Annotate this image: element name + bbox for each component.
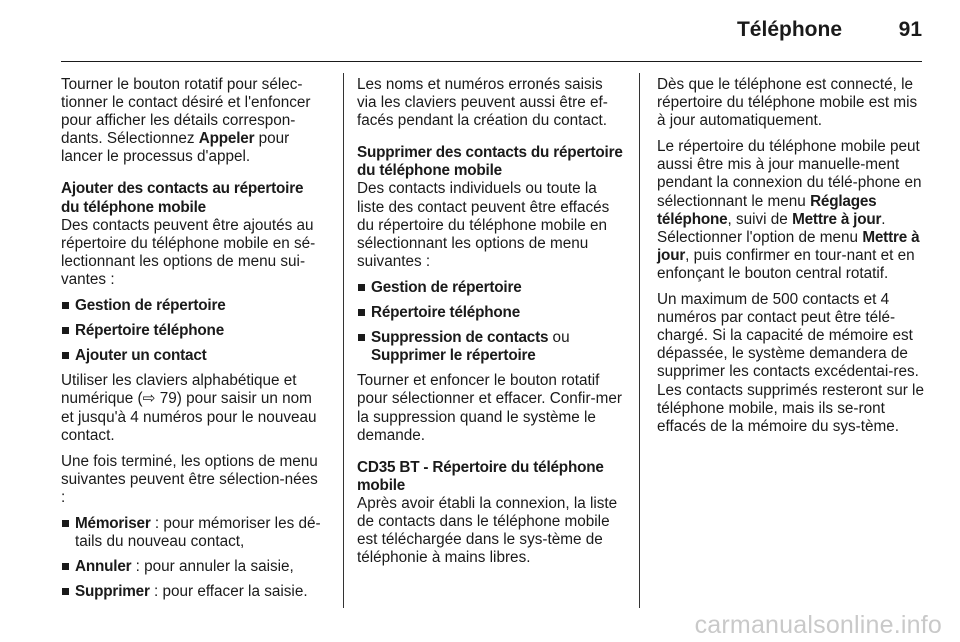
paragraph: Les noms et numéros erronés saisis via les claviers peuvent aussi être ef-facés pendant la création du contact. xyxy=(357,76,608,130)
section-heading: Ajouter des contacts au répertoire du téléphone mobile xyxy=(61,180,304,216)
list-item: Gestion de répertoire xyxy=(357,279,625,297)
list-item: Supprimer : pour effacer la saisie. xyxy=(61,583,325,601)
page-reference-icon: ⇨ xyxy=(142,390,160,408)
paragraph: Utiliser les claviers alphabétique et numérique (⇨ 79) pour saisir un nom et jusqu'à 4 numéros pour le nouveau contact. xyxy=(61,372,317,444)
paragraph: Dès que le téléphone est connecté, le répertoire du téléphone mobile est mis à jour automatiquement. xyxy=(657,76,918,130)
column-3 xyxy=(657,76,927,444)
list-item: Répertoire téléphone xyxy=(357,304,625,322)
paragraph: Des contacts individuels ou toute la liste des contact peuvent être effacés du répertoire du téléphone mobile en sélectionnant les options de menu suivantes : xyxy=(357,180,610,270)
list-item: Gestion de répertoire xyxy=(61,297,325,315)
paragraph: Après avoir établi la connexion, la liste de contacts dans le téléphone mobile est téléchargée dans le sys-tème de téléphonie à mains libres. xyxy=(357,494,618,567)
paragraph: Tourner le bouton rotatif pour sélec-tionner le contact désiré et l'enfoncer pour afficher les détails correspon-dants. Sélectionnez Appeler pour lancer le processus d'appel. xyxy=(61,76,311,166)
watermark: carmanualsonline.info xyxy=(694,611,942,639)
list-item: Annuler : pour annuler la saisie, xyxy=(61,558,325,576)
section-heading: CD35 BT - Répertoire du téléphone mobile xyxy=(357,458,604,494)
page-number: 91 xyxy=(898,18,922,41)
list-item: Suppression de contacts ou Supprimer le répertoire xyxy=(357,329,625,365)
header-rule xyxy=(61,61,922,62)
paragraph: Une fois terminé, les options de menu suivantes peuvent être sélection-nées : xyxy=(61,452,318,506)
paragraph: Le répertoire du téléphone mobile peut aussi être mis à jour manuelle-ment pendant la connexion du télé-phone en sélectionnant le menu Réglages téléphone, suivi de Mettre à jour. Sélectionner l'option de menu Mettre à jour, puis confirmer en tour-nant et en enfonçant le bouton central rotatif. xyxy=(657,138,922,282)
section-heading: Supprimer des contacts du répertoire du téléphone mobile xyxy=(357,144,623,180)
list-item: Ajouter un contact xyxy=(61,347,325,365)
bullet-list xyxy=(61,297,325,365)
paragraph: Des contacts peuvent être ajoutés au répertoire du téléphone mobile en sé-lectionnant les options de menu sui-vantes : xyxy=(61,216,316,288)
column-divider-1 xyxy=(343,73,344,608)
column-1 xyxy=(61,76,325,608)
menu-term: Appeler xyxy=(198,130,255,148)
list-item: Mémoriser : pour mémoriser les dé-tails du nouveau contact, xyxy=(61,515,325,551)
column-divider-2 xyxy=(639,73,640,608)
paragraph: Tourner et enfoncer le bouton rotatif pour sélectionner et effacer. Confir-mer la suppression quand le système le demande. xyxy=(357,372,622,444)
bullet-list xyxy=(357,279,625,365)
page-header xyxy=(0,0,960,62)
page-title: Téléphone xyxy=(736,18,842,41)
column-2 xyxy=(357,76,625,575)
paragraph: Un maximum de 500 contacts et 4 numéros par contact peut être télé-chargé. Si la capacité de mémoire est dépassée, le système demandera de supprimer les contacts excédentai-res. Les contacts supprimés resteront sur le téléphone mobile, mais ils se-ront effacés de la mémoire du sys-tème. xyxy=(657,291,924,435)
list-item: Répertoire téléphone xyxy=(61,322,325,340)
bullet-list xyxy=(61,515,325,601)
